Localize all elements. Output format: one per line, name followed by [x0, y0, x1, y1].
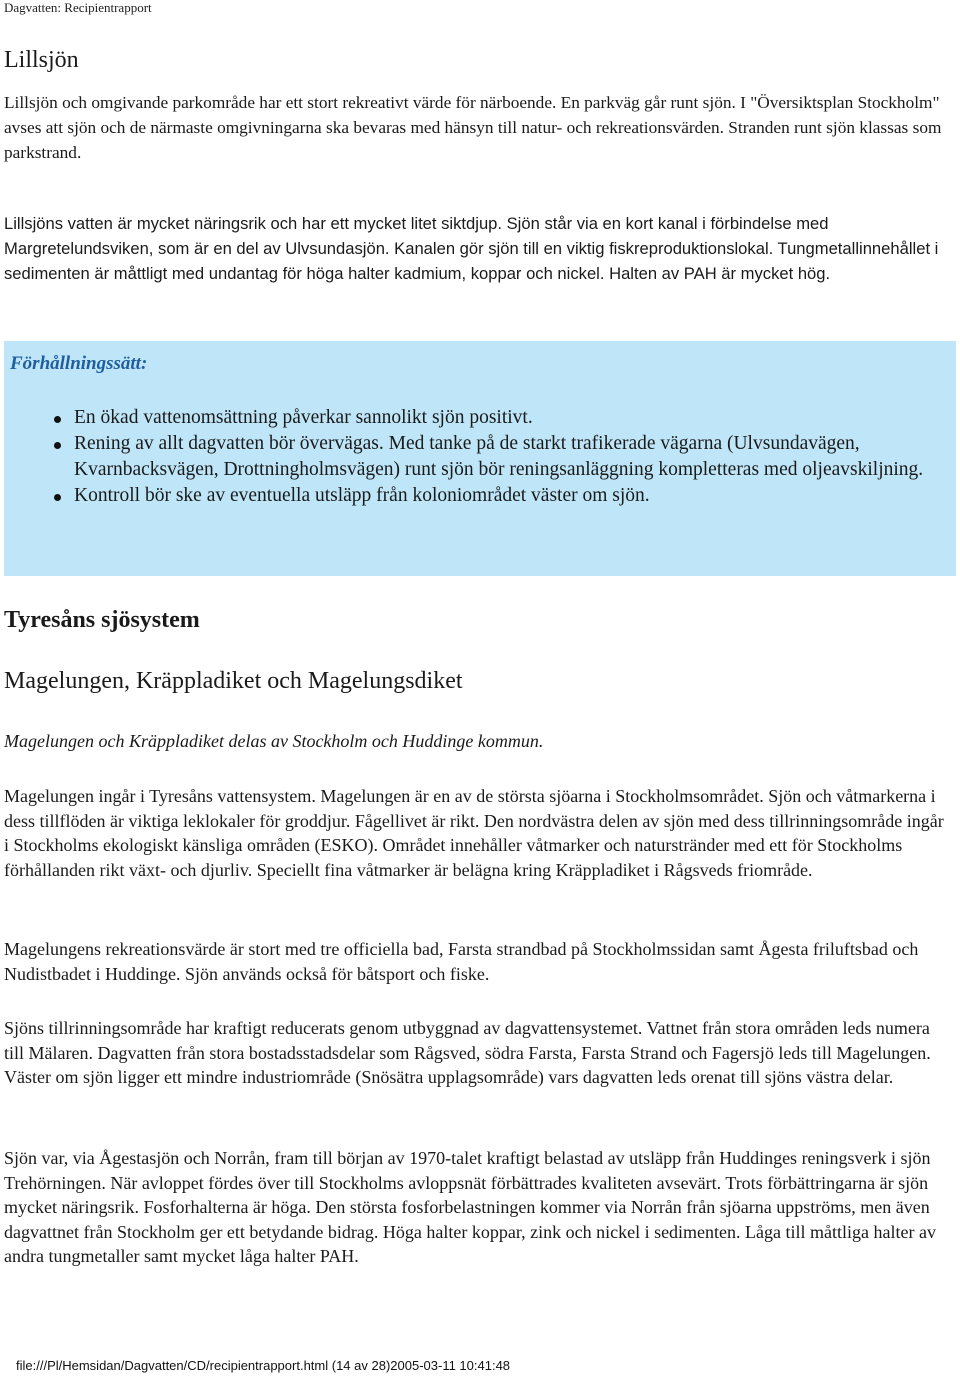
- section-heading-lillsjon: Lillsjön: [4, 47, 79, 73]
- subheading-magelungen: Magelungen, Kräppladiket och Magelungsdiket: [4, 668, 463, 694]
- approach-list: [54, 405, 934, 509]
- approach-box: [4, 341, 956, 576]
- page-header-title: Dagvatten: Recipientrapport: [4, 0, 152, 15]
- list-item-text: Rening av allt dagvatten bör övervägas. Med tanke på de starkt trafikerade vägarna (Ulvsundavägen, Kvarnbacksvägen, Drottningholmsvägen) runt sjön bör reningsanläggning kompletteras med oljeavskiljning.: [74, 433, 924, 480]
- list-item-text: Kontroll bör ske av eventuella utsläpp från koloniområdet väster om sjön.: [74, 485, 650, 506]
- bullet-icon: [54, 494, 61, 501]
- lillsjon-water-paragraph: Lillsjöns vatten är mycket näringsrik och har ett mycket litet siktdjup. Sjön står via en kort kanal i förbindelse med Margretelundsviken, som är en del av Ulvsundasjön. Kanalen gör sjön till en viktig fiskreproduktionslokal. Tungmetallinnehållet i sedimenten är måttligt med undantag för höga halter kadmium, koppar och nickel. Halten av PAH är mycket hög.: [4, 214, 939, 283]
- magelungen-paragraph-1: Magelungen ingår i Tyresåns vattensystem. Magelungen är en av de största sjöarna i Stockholmsområdet. Sjön och våtmarkerna i dess tillflöden är viktiga leklokaler för groddjur. Fågellivet är rikt. Den nordvästra delen av sjön med dess tillrinningsområde ingår i Stockholms ekologiskt känsliga områden (ESKO). Området innehåller våtmarker och naturstränder med ett för Stockholms förhållanden rikt växt- och djurliv. Speciellt fina våtmarker är belägna kring Kräppladiket i Rågsveds friområde.: [4, 786, 944, 880]
- footer-file-path: file:///Pl/Hemsidan/Dagvatten/CD/recipientrapport.html (14 av 28)2005-03-11 10:41:48: [16, 1358, 511, 1373]
- list-item: [54, 405, 934, 431]
- approach-heading: Förhållningssätt:: [10, 353, 148, 374]
- magelungen-paragraph-3: Sjöns tillrinningsområde har kraftigt reducerats genom utbyggnad av dagvattensystemet. Vattnet från stora områden leds numera till Mälaren. Dagvatten från stora bostadsstadsdelar som Rågsved, södra Farsta, Farsta Strand och Fagersjö leds till Magelungen. Väster om sjön ligger ett mindre industriområde (Snösätra upplagsområde) vars dagvatten leds orenat till sjöns västra delar.: [4, 1018, 931, 1087]
- list-item: [54, 483, 934, 509]
- list-item: [54, 431, 934, 483]
- bullet-icon: [54, 442, 61, 449]
- magelungen-paragraph-2: Magelungens rekreationsvärde är stort med tre officiella bad, Farsta strandbad på Stockholmssidan samt Ågesta friluftsbad och Nudistbadet i Huddinge. Sjön används också för båtsport och fiske.: [4, 939, 919, 984]
- list-item-text: En ökad vattenomsättning påverkar sannolikt sjön positivt.: [74, 407, 533, 428]
- municipality-note: Magelungen och Kräppladiket delas av Stockholm och Huddinge kommun.: [4, 731, 544, 751]
- lillsjon-intro-paragraph: Lillsjön och omgivande parkområde har ett stort rekreativt värde för närboende. En parkväg går runt sjön. I "Översiktsplan Stockholm" avses att sjön och de närmaste omgivningarna ska bevaras med hänsyn till natur- och rekreationsvärden. Stranden runt sjön klassas som parkstrand.: [4, 93, 942, 162]
- magelungen-paragraph-4: Sjön var, via Ågestasjön och Norrån, fram till början av 1970-talet kraftigt belastad av utsläpp från Huddinges reningsverk i sjön Trehörningen. När avloppet fördes över till Stockholms avloppsnät förbättrades kvaliteten avsevärt. Trots förbättringarna är sjön mycket näringsrik. Fosforhalterna är höga. Den största fosforbelastningen kommer via Norrån från sjöarna uppströms, men även dagvattnet från Stockholm ger ett betydande bidrag. Höga halter koppar, zink och nickel i sedimenten. Låga till måttliga halter av andra tungmetaller samt mycket låga halter PAH.: [4, 1148, 936, 1266]
- section-heading-tyresan: Tyresåns sjösystem: [4, 607, 200, 633]
- bullet-icon: [54, 416, 61, 423]
